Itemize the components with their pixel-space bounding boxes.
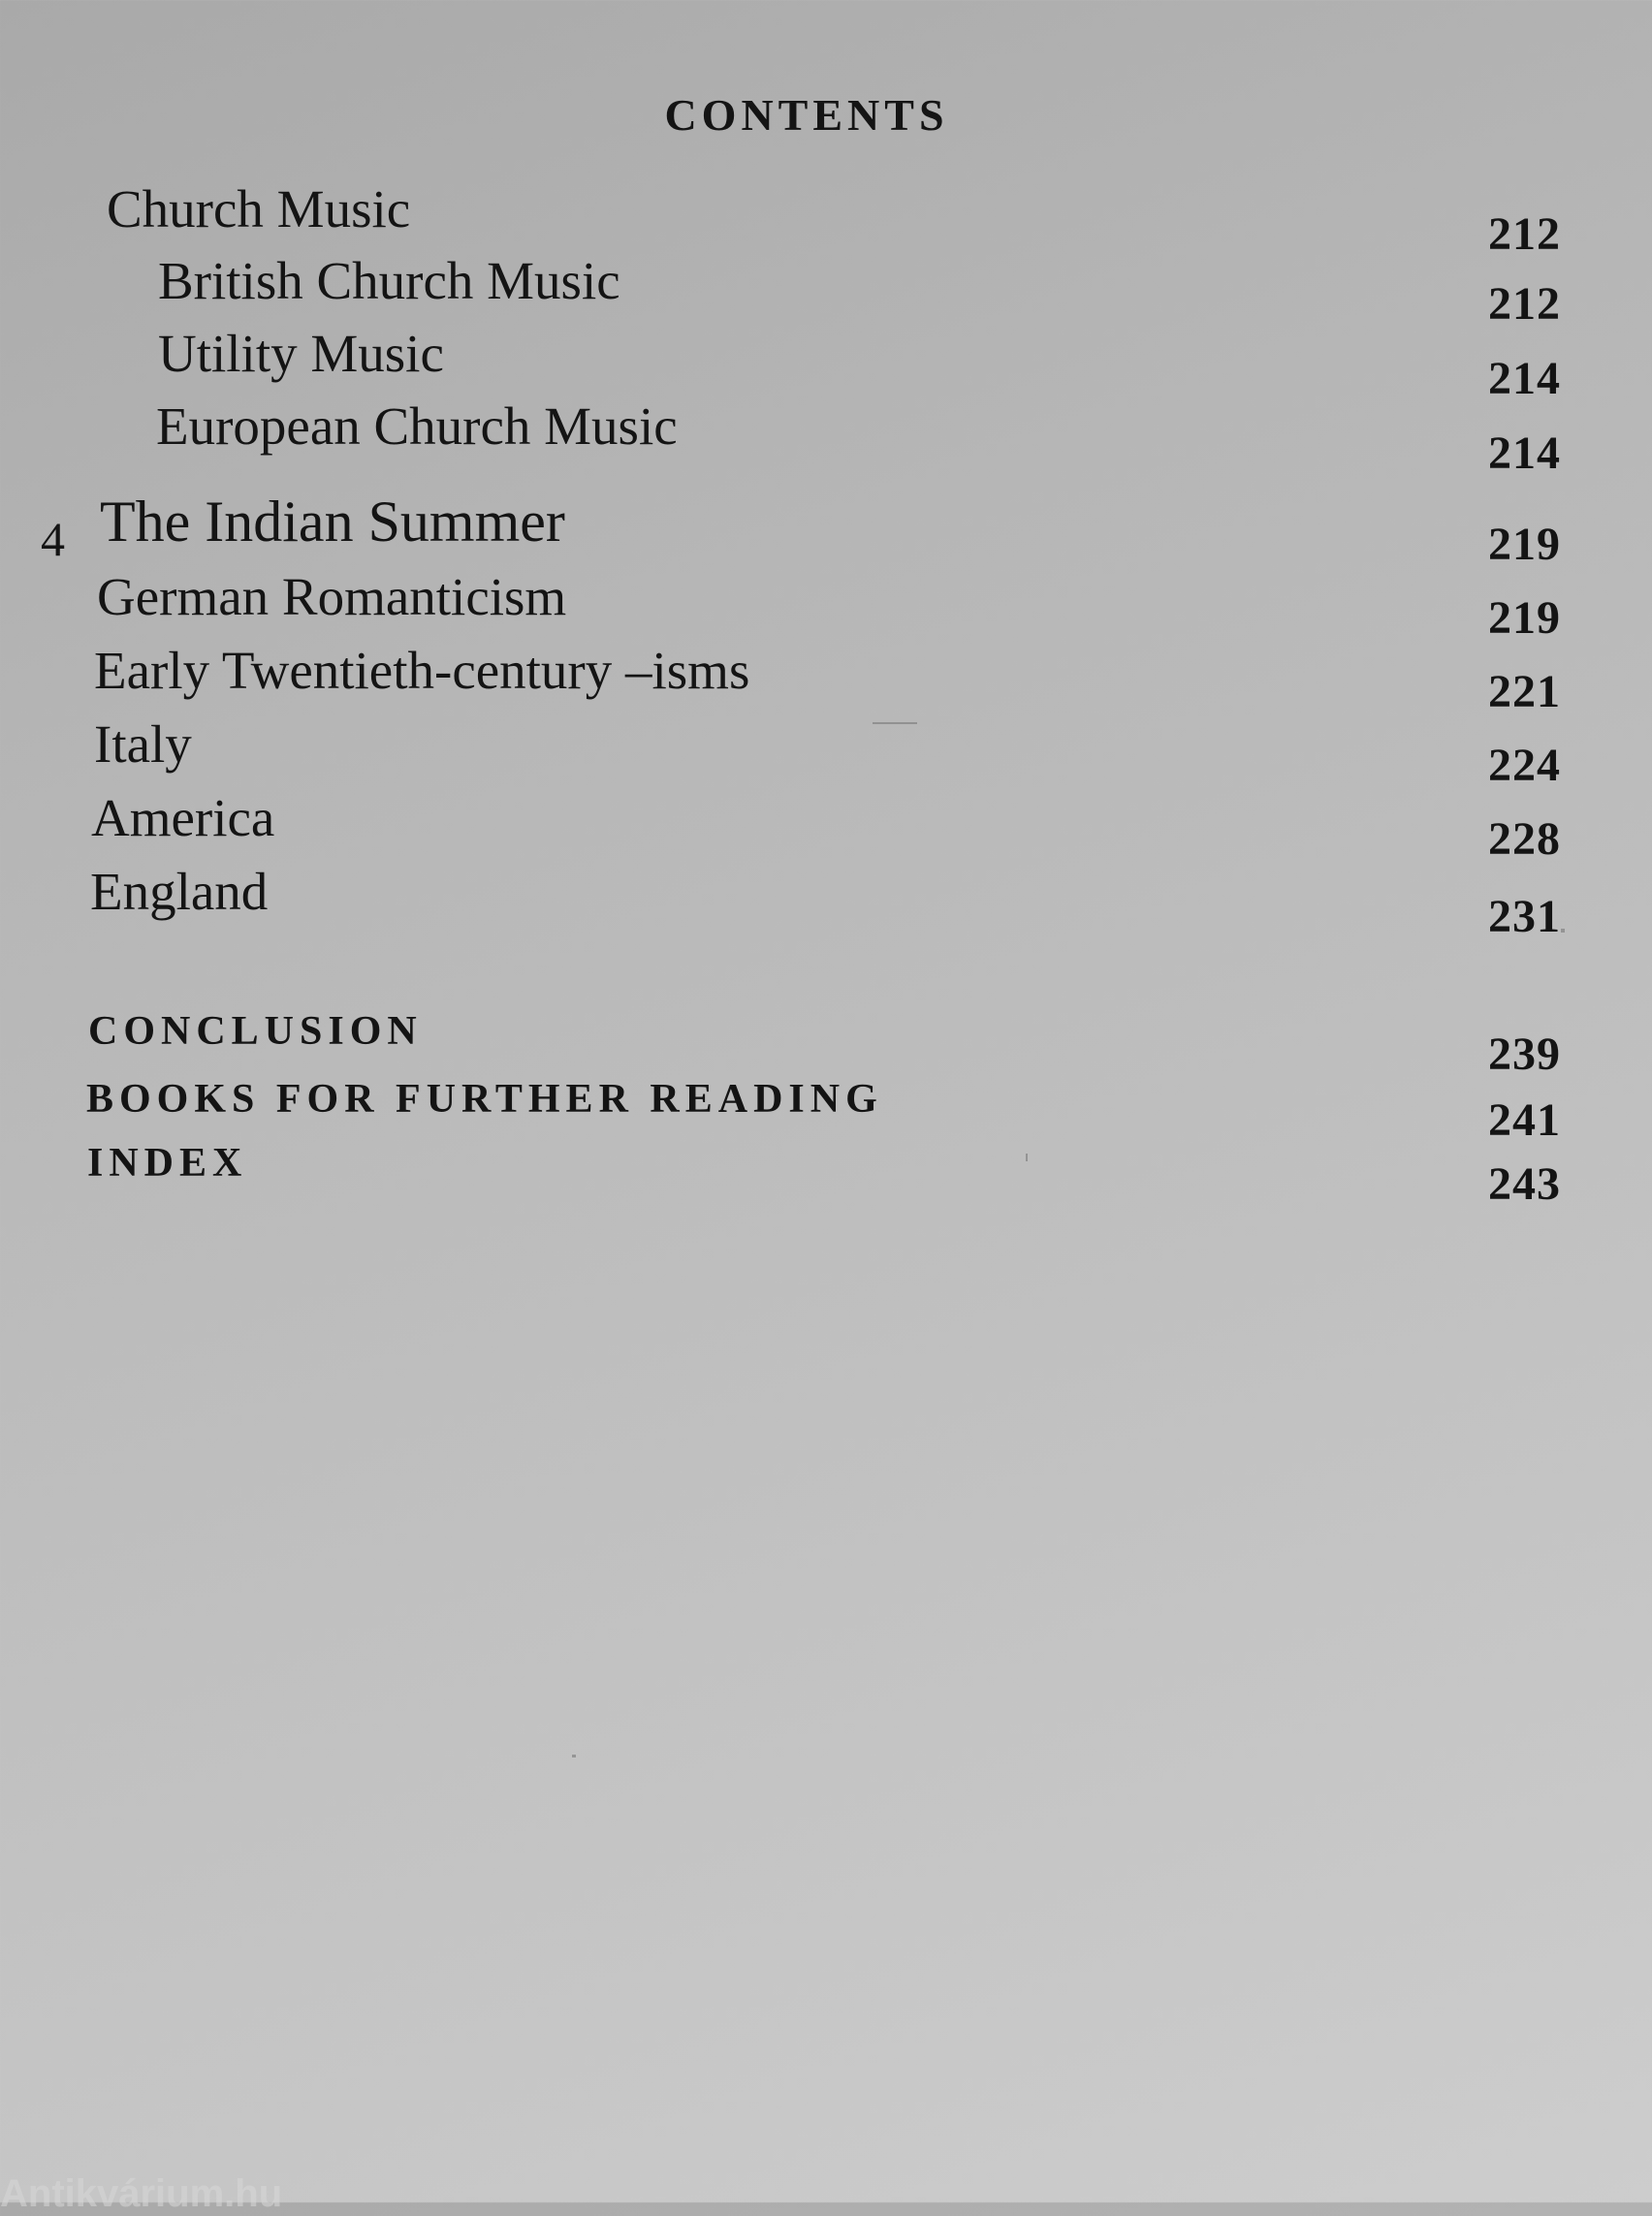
toc-entry	[0, 250, 1652, 328]
toc-entry-title: BOOKS FOR FURTHER READING	[86, 1077, 883, 1122]
toc-entry-page: 221	[1488, 666, 1561, 717]
toc-entry	[0, 323, 1652, 404]
toc-entry-page: 224	[1488, 740, 1561, 791]
toc-entry-page: 219	[1488, 519, 1561, 570]
toc-entry	[0, 566, 1652, 644]
toc-chapter-entry	[0, 491, 1652, 568]
toc-entry-title: America	[91, 788, 275, 847]
toc-entry-title: INDEX	[87, 1141, 248, 1186]
toc-entry-title: German Romanticism	[97, 567, 567, 626]
toc-entry-page: 212	[1488, 208, 1561, 260]
toc-entry-title: The Indian Summer	[100, 490, 565, 554]
toc-entry-page: 219	[1488, 592, 1561, 644]
toc-entry-page: 243	[1488, 1158, 1561, 1210]
toc-entry-title: European Church Music	[156, 396, 678, 456]
toc-entry	[0, 713, 1652, 791]
toc-entry-page: 241	[1488, 1094, 1561, 1146]
toc-entry-title: England	[90, 862, 269, 921]
toc-entry-page: 214	[1488, 353, 1561, 404]
paper-speck	[1026, 1154, 1028, 1161]
toc-backmatter-entry	[0, 1136, 1652, 1214]
toc-entry-page: 214	[1488, 427, 1561, 479]
paper-speck	[572, 1755, 576, 1757]
toc-entry	[0, 396, 1652, 479]
page-heading: CONTENTS	[664, 90, 949, 140]
toc-entry-title: CONCLUSION	[88, 1009, 423, 1054]
toc-entry-page: 212	[1488, 278, 1561, 330]
toc-backmatter-entry	[0, 1004, 1652, 1082]
toc-entry	[0, 787, 1652, 865]
paper-scratch	[873, 722, 917, 724]
toc-entry-title: British Church Music	[158, 251, 620, 310]
watermark-text: Antikvárium.hu	[0, 2172, 283, 2215]
paper-speck	[1561, 929, 1565, 933]
toc-entry-title: Utility Music	[158, 324, 444, 383]
chapter-number: 4	[41, 512, 65, 566]
toc-entry	[0, 861, 1652, 942]
toc-entry	[0, 178, 1652, 260]
toc-entry-title: Church Music	[107, 179, 411, 238]
toc-entry-title: Early Twentieth-century –isms	[94, 641, 750, 700]
toc-entry-page: 239	[1488, 1029, 1561, 1080]
toc-entry	[0, 640, 1652, 717]
toc-entry-page: 231	[1488, 891, 1561, 942]
toc-entry-page: 228	[1488, 813, 1561, 865]
toc-entry-title: Italy	[94, 714, 192, 774]
